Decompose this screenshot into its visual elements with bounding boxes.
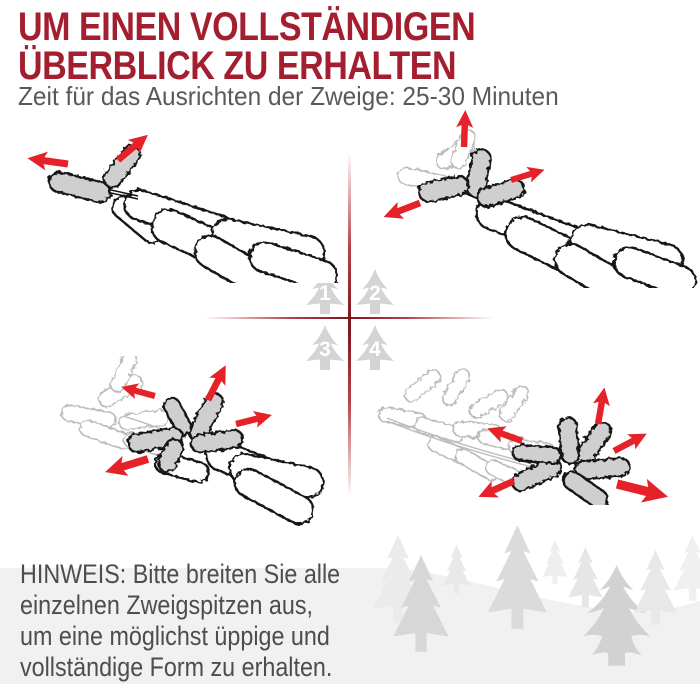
note-line: einzelnen Zweigspitzen aus, xyxy=(20,590,313,620)
fir-forest-silhouette xyxy=(340,505,700,700)
step-2-illustration xyxy=(365,103,700,288)
arrow-right-icon xyxy=(234,407,274,433)
arrow-up-icon xyxy=(590,386,613,425)
subtitle-time-estimate: Zeit für das Ausrichten der Zweige: 25-30 Minuten xyxy=(18,81,559,111)
crosshair-horizontal-line xyxy=(204,317,494,320)
note-line: vollständige Form zu erhalten. xyxy=(20,652,333,682)
note-line: um eine möglichst üppige und xyxy=(20,621,330,651)
page-title-line1: UM EINEN VOLLSTÄNDIGEN xyxy=(18,5,476,49)
step-number: 4 xyxy=(369,338,381,361)
note-line: HINWEIS: Bitte breiten Sie alle xyxy=(20,559,341,589)
fluffy-branch-body xyxy=(108,186,340,283)
step-3-illustration xyxy=(8,356,343,541)
step-number: 1 xyxy=(319,282,331,305)
page-title xyxy=(18,5,476,88)
arrow-down-left-icon xyxy=(102,449,151,482)
page-title-line2: ÜBERBLICK ZU ERHALTEN xyxy=(18,44,457,88)
arrow-up-right-icon xyxy=(610,426,651,458)
crosshair-vertical-line xyxy=(348,152,351,497)
step-1-illustration xyxy=(10,108,340,283)
arrow-left-icon xyxy=(26,149,69,173)
spread-branch-tips xyxy=(509,417,630,512)
step-number: 3 xyxy=(319,338,331,361)
hinweis-note xyxy=(20,559,340,683)
arrow-down-right-icon xyxy=(614,472,671,508)
arrow-down-left-icon xyxy=(380,195,423,226)
fluffy-branch-body xyxy=(472,193,700,288)
step-number: 2 xyxy=(369,282,381,305)
